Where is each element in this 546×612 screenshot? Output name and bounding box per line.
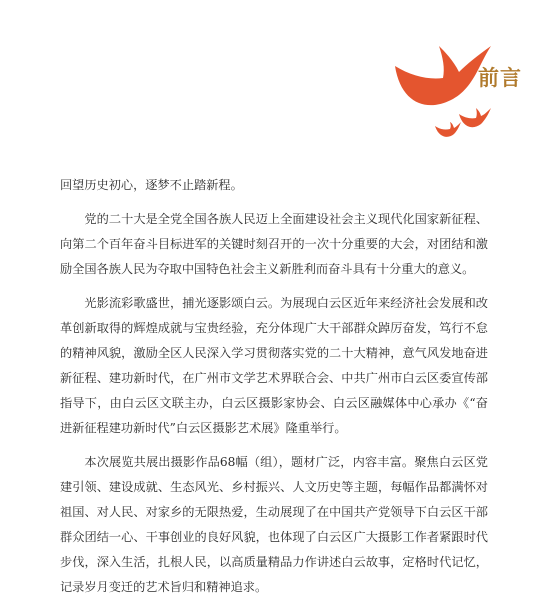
flying-swallows-logo [393, 42, 499, 150]
small-swallow-icon [459, 108, 491, 127]
paragraph-2: 光影流彩歌盛世，捕光逐影颂白云。为展现白云区近年来经济社会发展和改革创新取得的辉煌成就与宝贵经验，充分体现广大干部群众踔厉奋发，笃行不怠的精神风貌，激励全区人民深入学习贯彻落实党的二十大精神，意气风发地奋进新征程、建功新时代，在广州市文学艺术界联合会、中共广州市白云区委宣传部指导下，由白云区文联主办，白云区摄影家协会、白云区融媒体中心承办《“奋进新征程建功新时代”白云区摄影艺术展》隆重举行。 [60, 296, 488, 435]
preface-body [60, 173, 488, 609]
paragraph-1: 党的二十大是全党全国各族人民迈上全面建设社会主义现代化国家新征程、向第二个百年奋斗目标进军的关键时刻召开的一次十分重要的大会，对团结和激励全国各族人民为夺取中国特色社会主义新胜利而奋斗具有十分重大的意义。 [60, 212, 488, 276]
small-swallow-icon [435, 122, 461, 137]
large-swallow-icon [395, 46, 491, 105]
paragraph-3: 本次展览共展出摄影作品68幅（组），题材广泛，内容丰富。聚焦白云区党建引领、建设成就、生态风光、乡村振兴、人文历史等主题，每幅作品都满怀对祖国、对人民、对家乡的无限热爱，生动展现了在中国共产党领导下白云区干部群众团结一心、干事创业的良好风貌，也体现了白云区广大摄影工作者紧跟时代步伐，深入生活，扎根人民，以高质量精品力作讲述白云故事，定格时代记忆，记录岁月变迁的艺术旨归和精神追求。 [60, 455, 488, 594]
paragraph-intro: 回望历史初心，逐梦不止踏新程。 [60, 178, 243, 192]
page-title: 前言 [478, 65, 522, 90]
